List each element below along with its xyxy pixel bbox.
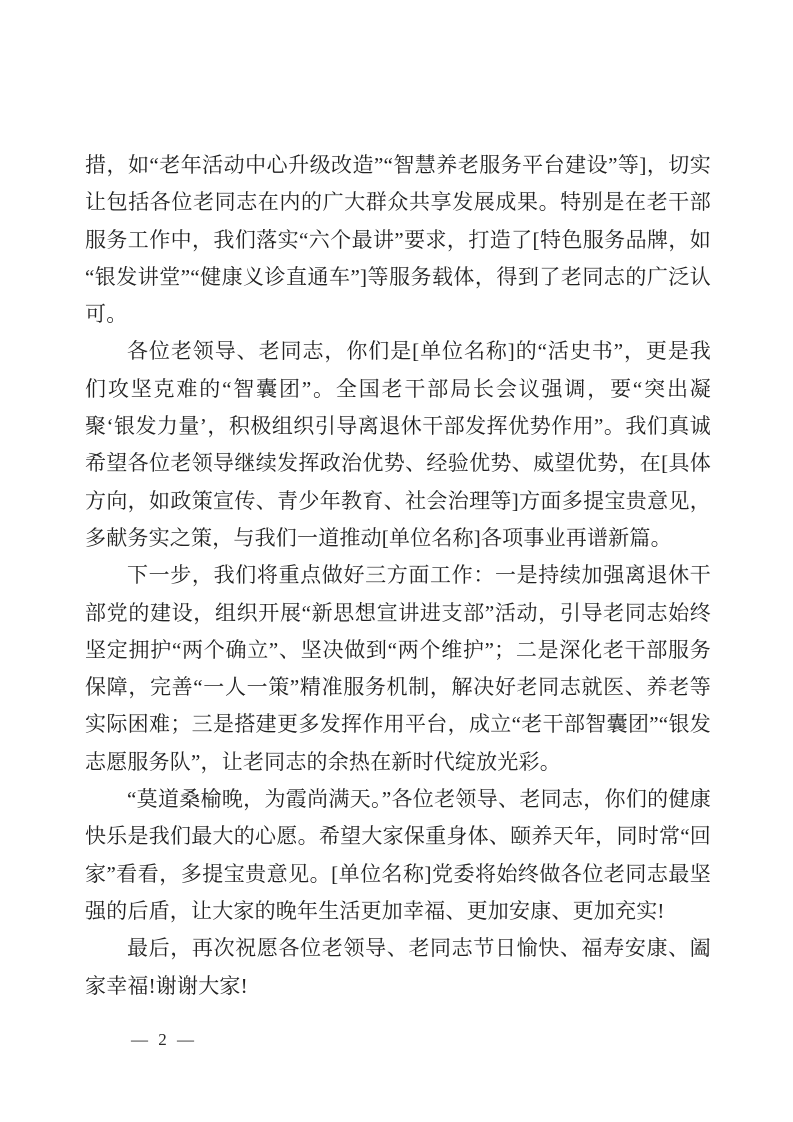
page-number: — 2 — bbox=[131, 1030, 197, 1049]
paragraph-continuation: 措，如“老年活动中心升级改造”“智慧养老服务平台建设”等]，切实让包括各位老同志在内的广大群众共享发展成果。特别是在老干部服务工作中，我们落实“六个最讲”要求，打造了[特色服务品牌，如“银发讲堂”“健康义诊直通车”]等服务载体，得到了老同志的广泛认可。 bbox=[85, 153, 711, 327]
paragraph: “莫道桑榆晚，为霞尚满天。”各位老领导、老同志，你们的健康快乐是我们最大的心愿。希望大家保重身体、颐养天年，同时常“回家”看看，多提宝贵意见。[单位名称]党委将始终做各位老同志最坚强的后盾，让大家的晚年生活更加幸福、更加安康、更加充实! bbox=[85, 787, 711, 923]
paragraph: 各位老领导、老同志，你们是[单位名称]的“活史书”，更是我们攻坚克难的“智囊团”。全国老干部局长会议强调，要“突出凝聚‘银发力量’，积极组织引导离退休干部发挥优势作用”。我们真诚希望各位老领导继续发挥政治优势、经验优势、威望优势，在[具体方向，如政策宣传、青少年教育、社会治理等]方面多提宝贵意见，多献务实之策，与我们一道推动[单位名称]各项事业再谱新篇。 bbox=[85, 339, 711, 550]
document-text-block bbox=[85, 147, 711, 1005]
paragraph: 最后，再次祝愿各位老领导、老同志节日愉快、福寿安康、阖家幸福!谢谢大家! bbox=[85, 936, 711, 998]
paragraph: 下一步，我们将重点做好三方面工作：一是持续加强离退休干部党的建设，组织开展“新思想宣讲进支部”活动，引导老同志始终坚定拥护“两个确立”、坚决做到“两个维护”；二是深化老干部服务保障，完善“一人一策”精准服务机制，解决好老同志就医、养老等实际困难；三是搭建更多发挥作用平台，成立“老干部智囊团”“银发志愿服务队”，让老同志的余热在新时代绽放光彩。 bbox=[85, 563, 711, 774]
